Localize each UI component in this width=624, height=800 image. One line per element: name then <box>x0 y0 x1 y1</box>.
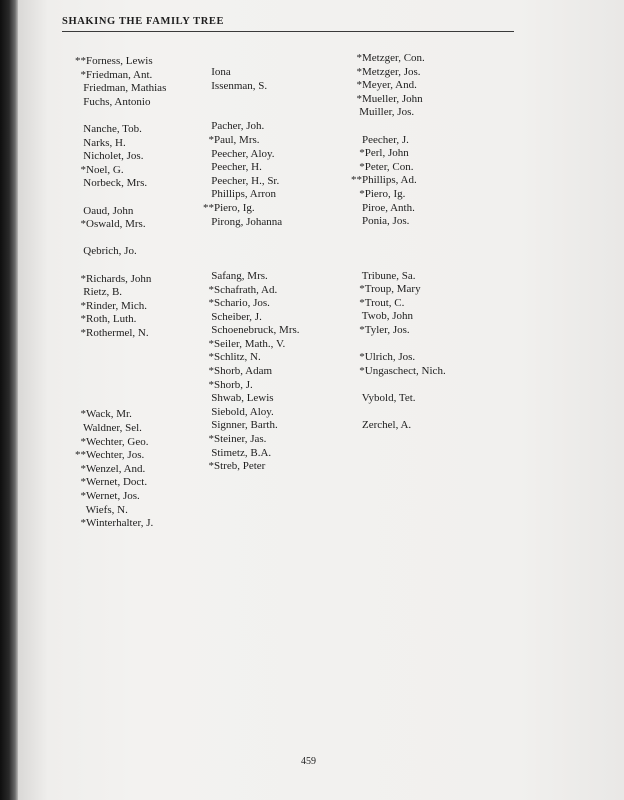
name-column-2 <box>203 66 300 474</box>
name-entry: *Steiner, Jas. <box>203 433 267 446</box>
name-entry: Waldner, Sel. <box>75 422 142 435</box>
name-entry: *Tyler, Jos. <box>351 323 410 336</box>
running-head-title: SHAKING THE FAMILY TREE <box>62 16 225 27</box>
name-entry: Peecher, Aloy. <box>203 147 275 160</box>
name-entry: Wiefs, N. <box>75 503 128 516</box>
blank-line <box>203 256 300 270</box>
name-entry: Vybold, Tet. <box>351 391 416 404</box>
name-entry: Nicholet, Jos. <box>75 150 144 163</box>
name-entry: *Schafrath, Ad. <box>203 283 278 296</box>
name-entry: *Streb, Peter <box>203 460 266 473</box>
blank-line <box>75 354 166 368</box>
blank-line <box>203 243 300 257</box>
name-entry: Phillips, Arron <box>203 188 277 201</box>
name-entry: Oaud, John <box>75 204 134 217</box>
name-entry: *Roth, Luth. <box>75 313 137 326</box>
name-entry: **Wechter, Jos. <box>75 449 145 462</box>
blank-line <box>351 256 446 270</box>
name-entry: *Wernet, Jos. <box>75 490 140 502</box>
name-entry: *Meyer, And. <box>351 79 417 92</box>
name-entry: **Phillips, Ad. <box>351 174 417 187</box>
name-entry: *Wernet, Doct. <box>75 476 148 489</box>
blank-line <box>351 405 446 419</box>
name-entry: *Piero, Ig. <box>351 187 406 200</box>
header-rule <box>62 31 514 32</box>
blank-line <box>351 378 446 392</box>
name-entry: *Metzger, Con. <box>351 52 425 64</box>
name-entry: **Piero, Ig. <box>203 201 255 214</box>
book-spine-shadow <box>0 0 18 800</box>
name-entry: **Forness, Lewis <box>75 55 153 67</box>
blank-line <box>351 120 446 134</box>
name-entry: Peecher, H., Sr. <box>203 174 280 187</box>
blank-line <box>203 107 300 121</box>
name-entry: Peecher, J. <box>351 133 409 146</box>
name-entry: Muiller, Jos. <box>351 106 415 119</box>
name-entry: Ponia, Jos. <box>351 215 410 228</box>
name-entry: Narks, H. <box>75 136 126 149</box>
blank-line <box>75 340 166 354</box>
name-entry: *Noel, G. <box>75 163 124 176</box>
name-entry: *Trout, C. <box>351 296 405 309</box>
name-entry: Zerchel, A. <box>351 419 412 432</box>
name-column-1 <box>75 55 166 531</box>
name-entry: *Schario, Jos. <box>203 297 270 310</box>
name-entry: *Paul, Mrs. <box>203 133 260 146</box>
name-entry: Qebrich, Jo. <box>75 245 137 258</box>
name-entry: *Shorb, J. <box>203 378 253 391</box>
blank-line <box>75 368 166 382</box>
name-entry: *Rothermel, N. <box>75 326 149 339</box>
name-entry: *Shorb, Adam <box>203 365 273 378</box>
name-entry: Twob, John <box>351 310 413 323</box>
name-entry: Nanche, Tob. <box>75 122 142 135</box>
name-entry: *Oswald, Mrs. <box>75 218 146 231</box>
name-entry: *Ungaschect, Nich. <box>351 364 446 377</box>
name-entry: Schoenebruck, Mrs. <box>203 324 300 337</box>
name-entry: *Rinder, Mich. <box>75 299 147 312</box>
name-column-3 <box>351 52 446 433</box>
name-entry: *Seiler, Math., V. <box>203 337 286 350</box>
name-entry: *Ulrich, Jos. <box>351 351 416 364</box>
page-number: 459 <box>301 756 316 767</box>
name-entry: Stimetz, B.A. <box>203 446 272 459</box>
name-entry: Norbeck, Mrs. <box>75 177 148 190</box>
name-entry: *Metzger, Jos. <box>351 65 421 78</box>
name-entry: Pirong, Johanna <box>203 215 283 228</box>
name-entry: Friedman, Mathias <box>75 82 167 95</box>
name-entry: *Schlitz, N. <box>203 351 261 364</box>
name-entry: *Peter, Con. <box>351 160 414 173</box>
name-entry: *Wack, Mr. <box>75 408 132 421</box>
name-entry: *Wechter, Geo. <box>75 435 149 448</box>
name-entry: Iona <box>203 66 231 78</box>
name-entry: Issenman, S. <box>203 79 268 92</box>
name-entry: Signner, Barth. <box>203 419 278 432</box>
blank-line <box>75 191 166 205</box>
name-entry: *Wenzel, And. <box>75 462 146 475</box>
name-entry: Pacher, Joh. <box>203 120 265 133</box>
name-entry: *Mueller, John <box>351 92 423 105</box>
name-entry: *Winterhalter, J. <box>75 517 154 530</box>
name-entry: *Richards, John <box>75 272 152 285</box>
blank-line <box>75 109 166 123</box>
name-entry: Siebold, Aloy. <box>203 405 274 418</box>
name-entry: Rietz, B. <box>75 286 123 299</box>
name-entry: *Friedman, Ant. <box>75 68 153 81</box>
blank-line <box>203 93 300 107</box>
blank-line <box>75 259 166 273</box>
name-entry: Peecher, H. <box>203 161 262 174</box>
name-entry: *Troup, Mary <box>351 283 421 296</box>
name-entry: *Perl, John <box>351 147 409 160</box>
blank-line <box>351 242 446 256</box>
blank-line <box>75 395 166 409</box>
blank-line <box>203 229 300 243</box>
blank-line <box>75 232 166 246</box>
name-entry: Piroe, Anth. <box>351 201 415 214</box>
blank-line <box>351 337 446 351</box>
name-entry: Safang, Mrs. <box>203 269 268 282</box>
name-entry: Scheiber, J. <box>203 310 262 323</box>
name-entry: Fuchs, Antonio <box>75 95 151 108</box>
blank-line <box>75 381 166 395</box>
blank-line <box>351 229 446 243</box>
name-entry: Shwab, Lewis <box>203 392 274 405</box>
name-entry: Tribune, Sa. <box>351 269 416 282</box>
